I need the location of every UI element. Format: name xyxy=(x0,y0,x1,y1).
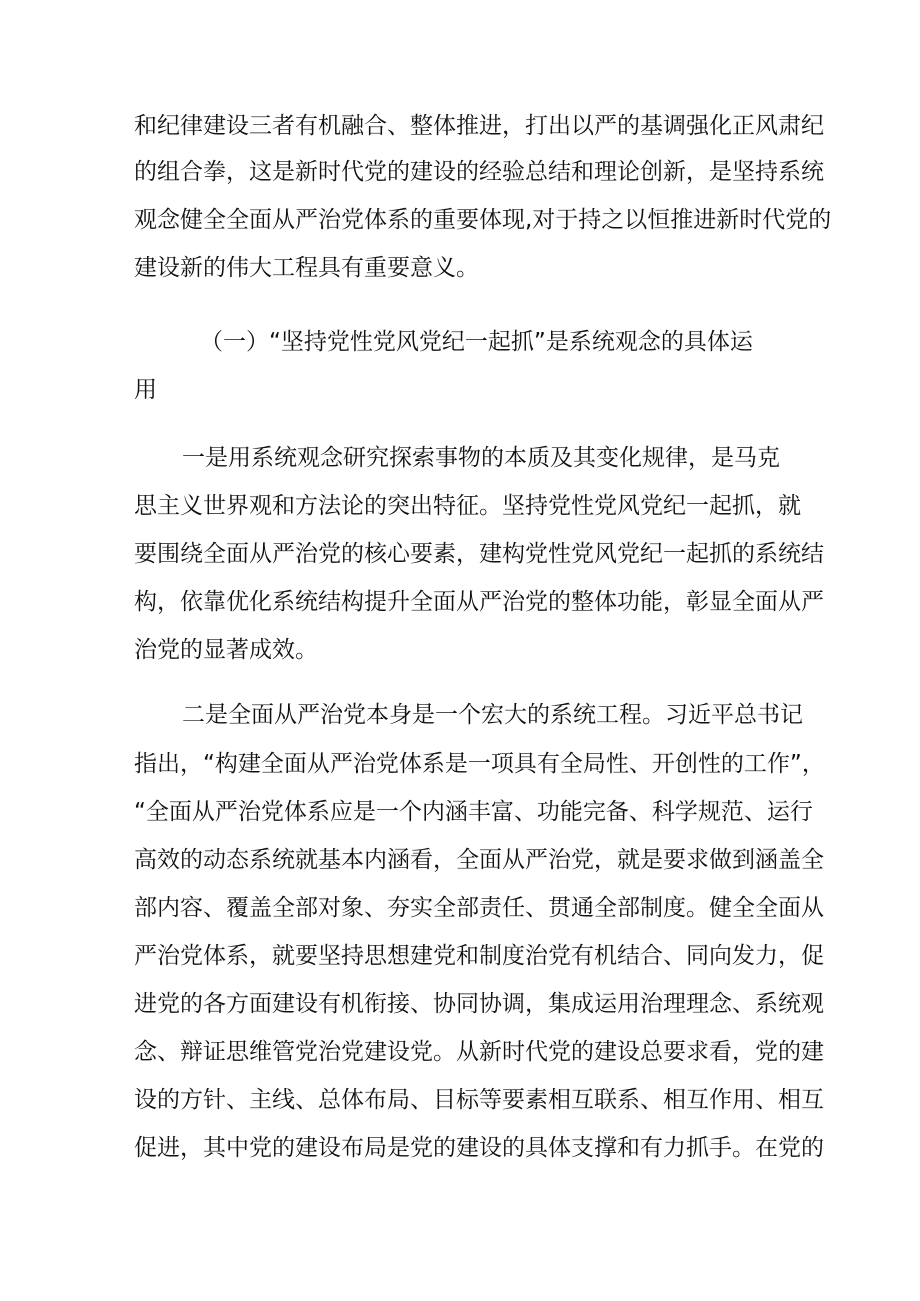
section-heading-line-2: 用 xyxy=(134,377,157,403)
para3-line-9: 设的方针、主线、总体布局、目标等要素相互联系、相互作用、相互 xyxy=(134,1087,824,1113)
para2-line-2 xyxy=(134,491,801,521)
para3-line-3: “全面从严治党体系应是一个内涵丰富、功能完备、科学规范、运行 xyxy=(134,799,813,825)
para3-line-8: 念、辩证思维管党治党建设党。从新时代党的建设总要求看，党的建 xyxy=(134,1039,824,1065)
para2-line-3: 要围绕全面从严治党的核心要素，建构党性党风党纪一起抓的系统结 xyxy=(134,541,824,567)
para3-line-5: 部内容、覆盖全部对象、夯实全部责任、贯通全部制度。健全全面从 xyxy=(134,895,824,921)
para1-line-4: 建设新的伟大工程具有重要意义。 xyxy=(134,255,479,281)
para3-line-6: 严治党体系，就要坚持思想建党和制度治党有机结合、同向发力，促 xyxy=(134,943,824,969)
section-heading-line-1: （一）“坚持党性党风党纪一起抓”是系统观念的具体运 xyxy=(200,329,753,355)
para3-line-1-serif: 二是全面从严治党本身是一个宏大的系统工程。 xyxy=(182,702,665,728)
para2-line-1: 一是用系统观念研究探索事物的本质及其变化规律，是马克 xyxy=(182,445,780,471)
para1-line-1: 和纪律建设三者有机融合、整体推进，打出以严的基调强化正风肃纪 xyxy=(134,113,824,139)
para3-line-1 xyxy=(182,700,803,730)
para2-line-2-serif: 思主义世界观和方法论的突出特征。 xyxy=(134,493,502,519)
para3-line-2: 指出，“构建全面从严治党体系是一项具有全局性、开创性的工作”， xyxy=(134,751,825,777)
para2-line-2-sans: 坚持党性党风党纪一起抓，就 xyxy=(502,493,801,519)
para3-line-7: 进党的各方面建设有机衔接、协同协调，集成运用治理理念、系统观 xyxy=(134,991,824,1017)
para2-line-5: 治党的显著成效。 xyxy=(134,637,318,663)
para3-line-1-sans: 习近平总书记 xyxy=(665,702,803,728)
para1-line-2: 的组合拳，这是新时代党的建设的经验总结和理论创新，是坚持系统 xyxy=(134,159,824,185)
para1-line-3: 观念健全全面从严治党体系的重要体现,对于持之以恒推进新时代党的 xyxy=(134,207,832,233)
para3-line-4: 高效的动态系统就基本内涵看，全面从严治党，就是要求做到涵盖全 xyxy=(134,847,824,873)
para2-line-4: 构，依靠优化系统结构提升全面从严治党的整体功能，彰显全面从严 xyxy=(134,589,824,615)
para3-line-10: 促进，其中党的建设布局是党的建设的具体支撑和有力抓手。在党的 xyxy=(134,1135,824,1161)
